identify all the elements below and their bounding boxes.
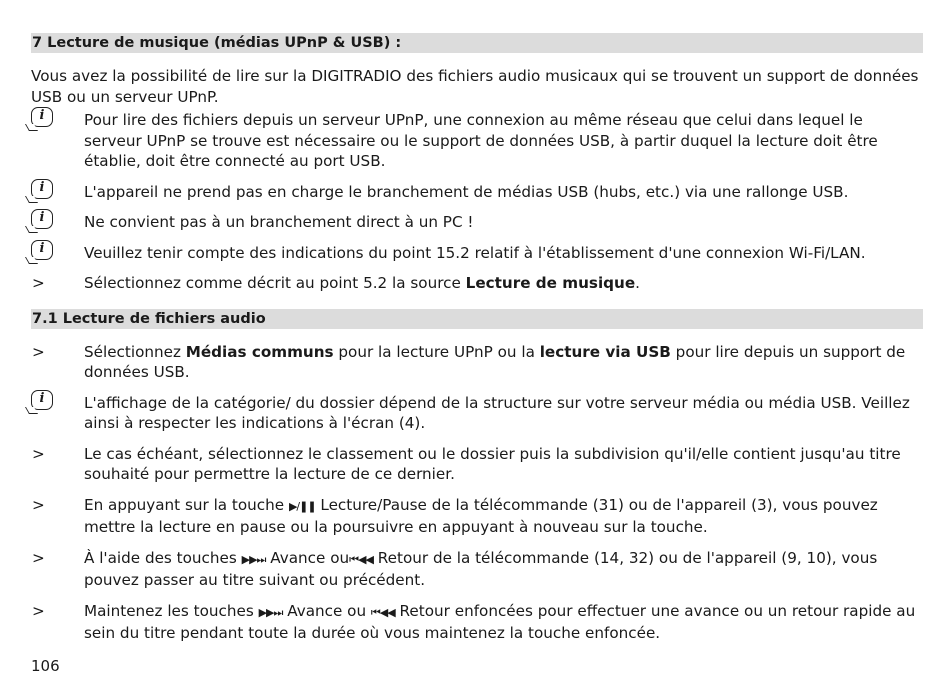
step-arrow-icon: > bbox=[32, 274, 45, 292]
backward-icon: ⏮◀◀ bbox=[370, 605, 395, 619]
step-arrow-icon: > bbox=[32, 495, 45, 514]
step-text: Sélectionnez comme décrit au point 5.2 la source Lecture de musique. bbox=[84, 274, 640, 292]
forward-icon: ▶▶⏭ bbox=[258, 605, 283, 619]
page-number: 106 bbox=[31, 657, 60, 675]
step-item bbox=[31, 342, 923, 383]
section-7-1-heading: 7.1 Lecture de fichiers audio bbox=[31, 309, 923, 329]
step-text: Le cas échéant, sélectionnez le classement ou le dossier puis la subdivision qu'il/elle contient jusqu'au titre souhaité pour permettre la lecture de ce dernier. bbox=[84, 444, 901, 483]
info-note bbox=[31, 212, 923, 233]
note-text: Veuillez tenir compte des indications du point 15.2 relatif à l'établissement d'une connexion Wi-Fi/LAN. bbox=[84, 243, 866, 262]
step-arrow-icon: > bbox=[32, 601, 45, 620]
play-pause-icon: ▶/❚❚ bbox=[288, 499, 316, 513]
info-icon: i bbox=[31, 240, 53, 260]
info-icon: i bbox=[31, 390, 53, 410]
info-icon: i bbox=[31, 209, 53, 229]
section-7-intro: Vous avez la possibilité de lire sur la DIGITRADIO des fichiers audio musicaux qui se trouvent un support de données USB ou un serveur UPnP. bbox=[31, 67, 919, 106]
step-text: Maintenez les touches ▶▶⏭ Avance ou ⏮◀◀ Retour enfoncées pour effectuer une avance ou un retour rapide au sein du titre pendant toute la durée où vous maintenez la touche enfoncée. bbox=[84, 601, 916, 642]
section-7-heading: 7 Lecture de musique (médias UPnP & USB) : bbox=[31, 33, 923, 53]
note-text: L'affichage de la catégorie/ du dossier dépend de la structure sur votre serveur média ou média USB. Veillez ainsi à respecter les indications à l'écran (4). bbox=[84, 393, 910, 432]
forward-icon: ▶▶⏭ bbox=[241, 552, 266, 566]
backward-icon: ⏮◀◀ bbox=[349, 552, 373, 566]
note-text: Ne convient pas à un branchement direct à un PC ! bbox=[84, 213, 474, 231]
step-arrow-icon: > bbox=[32, 342, 45, 361]
step-item bbox=[31, 444, 923, 485]
note-text: Pour lire des fichiers depuis un serveur UPnP, une connexion au même réseau que celui dans lequel le serveur UPnP se trouve est nécessaire ou le support de données USB, à partir duquel la lecture doit être établie, doit être connecté au port USB. bbox=[84, 111, 878, 170]
step-text: En appuyant sur la touche ▶/❚❚ Lecture/Pause de la télécommande (31) ou de l'appareil (3), vous pouvez mettre la lecture en pause ou la poursuivre en appuyant à nouveau sur la touche. bbox=[84, 495, 878, 536]
step-item bbox=[31, 601, 923, 644]
step-text: Sélectionnez Médias communs pour la lecture UPnP ou la lecture via USB pour lire depuis un support de données USB. bbox=[84, 342, 906, 381]
info-note bbox=[31, 240, 923, 264]
step-item bbox=[31, 495, 923, 538]
note-text: L'appareil ne prend pas en charge le branchement de médias USB (hubs, etc.) via une rallonge USB. bbox=[84, 182, 849, 201]
step-arrow-icon: > bbox=[32, 548, 45, 567]
step-item bbox=[31, 548, 923, 591]
step-item bbox=[31, 273, 923, 294]
step-arrow-icon: > bbox=[32, 444, 45, 463]
info-note bbox=[31, 179, 923, 203]
info-icon: i bbox=[31, 179, 53, 199]
document-page bbox=[31, 33, 923, 644]
info-note bbox=[31, 390, 923, 434]
info-note bbox=[31, 110, 923, 172]
step-text: À l'aide des touches ▶▶⏭ Avance ou⏮◀◀ Retour de la télécommande (14, 32) ou de l'appareil (9, 10), vous pouvez passer au titre suivant ou précédent. bbox=[84, 548, 878, 589]
info-icon: i bbox=[31, 107, 53, 127]
